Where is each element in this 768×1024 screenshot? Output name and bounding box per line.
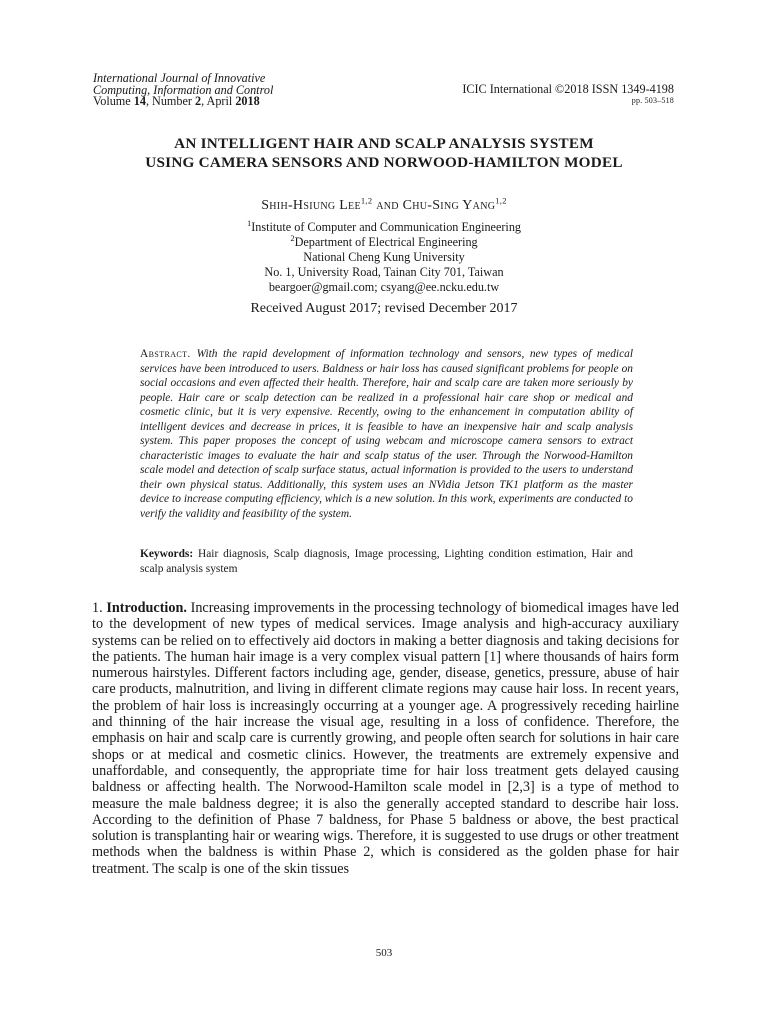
title-line-1: AN INTELLIGENT HAIR AND SCALP ANALYSIS SYSTEM bbox=[174, 135, 594, 152]
issue-number: 2 bbox=[195, 94, 202, 109]
affiliation-line: No. 1, University Road, Tainan City 701, Taiwan bbox=[264, 265, 504, 279]
journal-header bbox=[93, 73, 333, 108]
journal-name-line2: Computing, Information and Control bbox=[93, 82, 274, 97]
abstract-heading: Abstract. bbox=[140, 348, 197, 360]
volume-number: 14 bbox=[133, 94, 146, 109]
section-title: Introduction. bbox=[106, 600, 191, 616]
volume-line: Volume 14, Number 2, April 2018 bbox=[93, 94, 260, 109]
keywords-heading: Keywords: bbox=[140, 548, 198, 560]
page-range: pp. 503–518 bbox=[631, 96, 674, 105]
title-line-2: USING CAMERA SENSORS AND NORWOOD-HAMILTON MODEL bbox=[145, 154, 623, 171]
received-dates: Received August 2017; revised December 2017 bbox=[250, 301, 518, 316]
author-list: Shih-Hsiung Lee$^{1,2}$ and Chu-Sing Yang$^{1,2}$ bbox=[261, 195, 507, 213]
author-1-affil: 1,2 bbox=[360, 195, 373, 206]
affiliation-line: $^1$Institute of Computer and Communication Engineering bbox=[246, 217, 522, 234]
publisher-header bbox=[462, 83, 674, 106]
section-body: Increasing improvements in the processing technology of biomedical images have led to the development of new types of medical services. Image analysis and high-accuracy auxiliary systems can be relied on to effectively aid doctors in making a better diagnosis and taking decisions for the patients. The human hair image is a very complex visual pattern [1] where thousands of hairs form numerous hairstyles. Different factors including age, gender, disease, genetics, pressure, abuse of hair care products, malnutrition, and living in different climate regions may cause hair loss. In recent years, the problem of hair loss is increasingly occurring at a younger age. A progressively receding hairline and thinning of the hair increase the visual age, resulting in a loss of confidence. Therefore, the emphasis on hair and scalp care is currently growing, and people often search for solutions in hair care shops or at medical and cosmetic clinics. However, the treatments are extremely expensive and unaffordable, and consequently, the appropriate time for hair loss treatment gets delayed causing baldness or affecting health. The Norwood-Hamilton scale model in [2,3] is a type of method to measure the male baldness degree; it is also the generally accepted standard to describe hair loss. According to the definition of Phase 7 baldness, for Phase 5 baldness or above, the best practical solution is transplanting hair or wearing wigs. Therefore, it is suggested to use drugs or other treatment methods when the baldness is within Phase 2, which is considered as the golden phase for hair treatment. The scalp is one of the skin tissues bbox=[92, 600, 680, 877]
author-2-affil: 1,2 bbox=[495, 195, 507, 206]
journal-name-line1: International Journal of Innovative bbox=[93, 71, 266, 85]
affiliation-line: $^2$Department of Electrical Engineering bbox=[290, 232, 478, 249]
publisher-line: ICIC International ©2018 ISSN 1349-4198 bbox=[462, 82, 674, 96]
section-number: 1. bbox=[92, 600, 107, 616]
author-emails: beargoer@gmail.com; csyang@ee.ncku.edu.tw bbox=[268, 280, 500, 294]
affiliation-line: National Cheng Kung University bbox=[303, 250, 465, 264]
keywords-text: Hair diagnosis, Scalp diagnosis, Image processing, Lighting condition estimation, Hair and scalp analysis system bbox=[140, 548, 633, 575]
abstract-text: With the rapid development of information technology and sensors, new types of medical services have been introduced to users. Baldness or hair loss has caused significant problems for people on social occasions and even affected their health. Therefore, hair and scalp care are taken more seriously by people. Hair care or scalp detection can be realized in a professional hair care shop or medical and cosmetic clinic, but it is very expensive. Recently, owing to the enhancement in computation ability of intelligent devices and decrease in prices, it is feasible to have an inexpensive hair and scalp analysis system. This paper proposes the concept of using webcam and microscope camera sensors to extract characteristic images to evaluate the hair and scalp status of the user. Through the Norwood-Hamilton scale model and detection of scalp surface status, actual information is provided to the users to understand their own physical status. Additionally, this system uses an NVidia Jetson TK1 platform as the master device to increase computing efficiency, which is a new solution. In this work, experiments are conducted to verify the validity and feasibility of the system. bbox=[140, 348, 633, 520]
page-number: 503 bbox=[375, 947, 393, 959]
author-2: Chu-Sing Yang bbox=[402, 198, 496, 213]
introduction-section bbox=[92, 600, 679, 877]
issue-year: 2018 bbox=[235, 94, 260, 109]
affiliations bbox=[80, 217, 688, 295]
author-1: Shih-Hsiung Lee bbox=[261, 198, 361, 213]
paper-title bbox=[80, 134, 688, 172]
abstract bbox=[140, 347, 633, 521]
keywords bbox=[140, 547, 633, 576]
